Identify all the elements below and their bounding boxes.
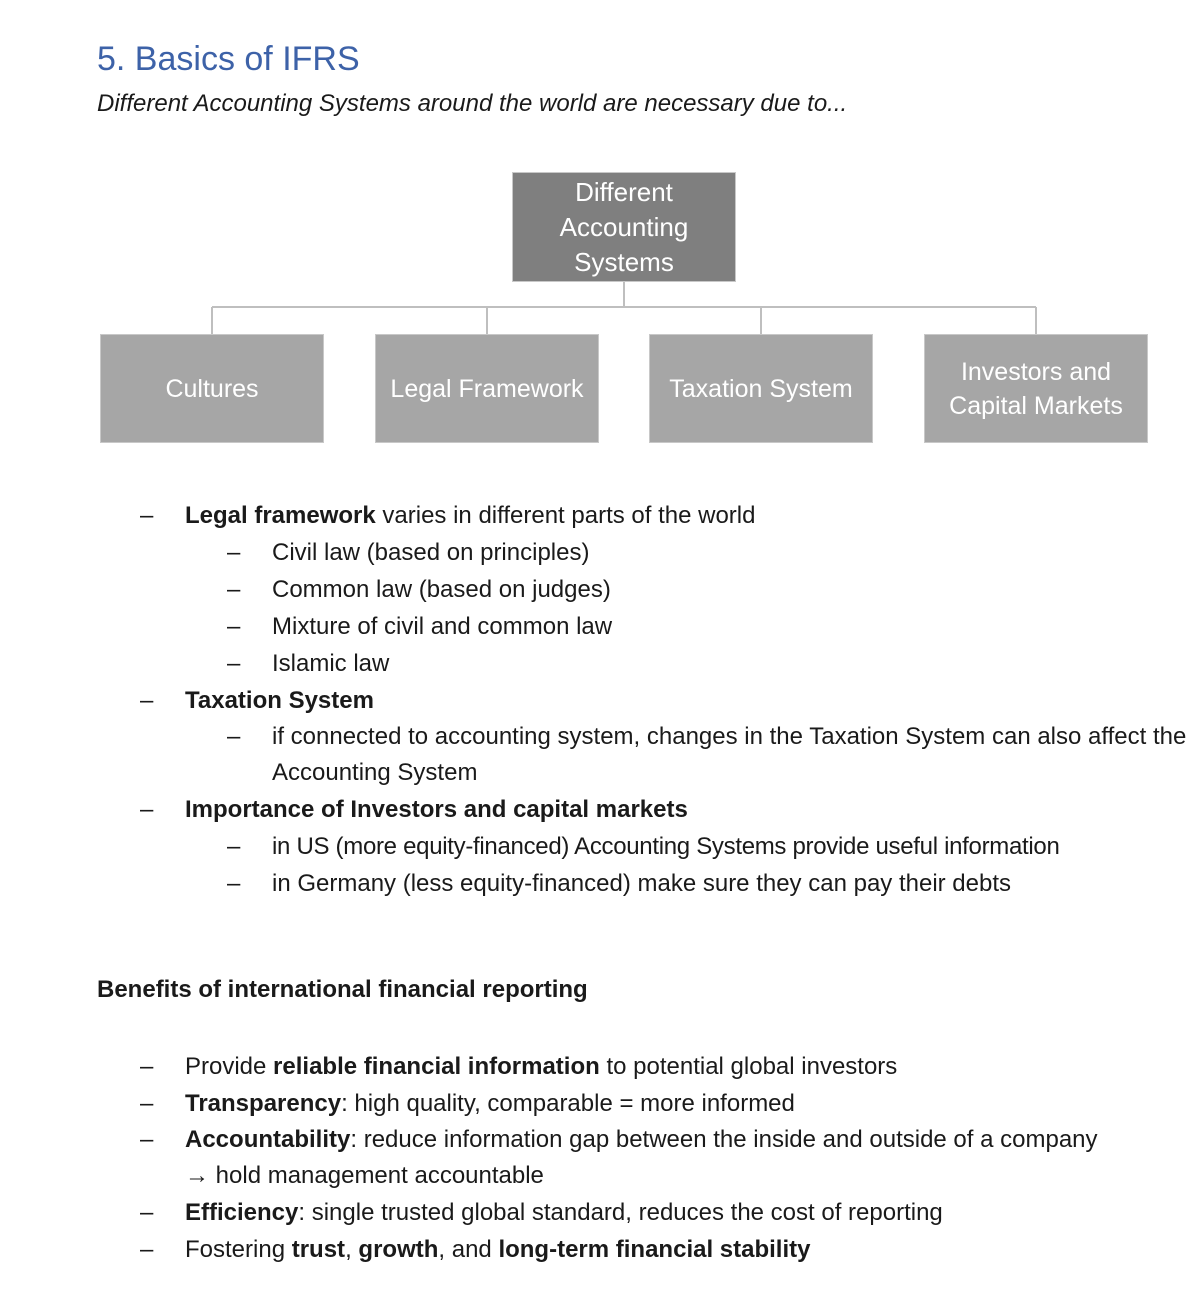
benefit-text: Provide bbox=[185, 1053, 274, 1080]
benefit-bold: reliable financial information bbox=[273, 1053, 600, 1080]
page-subtitle: Different Accounting Systems around the world are necessary due to... bbox=[97, 90, 848, 117]
benefit-text: , and bbox=[438, 1236, 499, 1263]
list-item bbox=[97, 497, 1197, 534]
taxation-sub-item: if connected to accounting system, changes in the Taxation System can also affect the Accounting System bbox=[272, 723, 1187, 786]
list-item bbox=[97, 1231, 1127, 1268]
dash-bullet: – bbox=[227, 723, 241, 750]
legal-sub-item: Mixture of civil and common law bbox=[272, 613, 613, 640]
dash-bullet: – bbox=[140, 796, 154, 823]
list-item bbox=[97, 828, 1197, 865]
legal-framework-bold: Legal framework bbox=[185, 502, 376, 529]
list-item bbox=[97, 791, 1197, 828]
factors-list bbox=[97, 497, 1197, 902]
investors-bold: Importance of Investors and capital markets bbox=[185, 796, 688, 823]
list-item bbox=[97, 534, 1197, 571]
dash-bullet: – bbox=[140, 1090, 154, 1117]
list-item bbox=[97, 1085, 1127, 1122]
benefit-text: , bbox=[345, 1236, 359, 1263]
diagram-node-legal-framework: Legal Framework bbox=[375, 334, 599, 443]
dash-bullet: – bbox=[140, 502, 154, 529]
benefit-text: : single trusted global standard, reduces the cost of reporting bbox=[298, 1199, 943, 1226]
benefit-bold: Accountability bbox=[185, 1126, 351, 1153]
benefit-text: : reduce information gap between the inside and outside of a company → hold management accountable bbox=[185, 1126, 1098, 1189]
taxation-system-bold: Taxation System bbox=[185, 687, 374, 714]
dash-bullet: – bbox=[227, 870, 241, 897]
diagram-node-investors-capital-markets: Investors and Capital Markets bbox=[924, 334, 1148, 443]
list-item bbox=[97, 719, 1192, 791]
page-title: 5. Basics of IFRS bbox=[97, 40, 360, 78]
benefit-bold: growth bbox=[358, 1236, 439, 1263]
list-item bbox=[97, 865, 1197, 902]
dash-bullet: – bbox=[140, 1053, 154, 1080]
diagram-root-node: Different Accounting Systems bbox=[512, 172, 736, 282]
dash-bullet: – bbox=[140, 1199, 154, 1226]
benefit-bold: long-term financial stability bbox=[498, 1236, 811, 1263]
benefit-text: to potential global investors bbox=[599, 1053, 898, 1080]
benefit-bold: trust bbox=[291, 1236, 346, 1263]
dash-bullet: – bbox=[140, 687, 154, 714]
list-item bbox=[97, 608, 1197, 645]
dash-bullet: – bbox=[227, 833, 241, 860]
accounting-systems-diagram bbox=[0, 0, 1200, 460]
list-item bbox=[97, 1194, 1127, 1231]
list-item bbox=[97, 682, 1197, 719]
list-item bbox=[97, 571, 1197, 608]
diagram-node-taxation-system: Taxation System bbox=[649, 334, 873, 443]
dash-bullet: – bbox=[227, 576, 241, 603]
benefit-text: : high quality, comparable = more informed bbox=[341, 1090, 795, 1117]
list-item bbox=[97, 645, 1197, 682]
legal-sub-item: Common law (based on judges) bbox=[272, 576, 611, 603]
legal-sub-item: Civil law (based on principles) bbox=[272, 539, 590, 566]
dash-bullet: – bbox=[140, 1126, 154, 1153]
diagram-node-cultures: Cultures bbox=[100, 334, 324, 443]
benefit-text: Fostering bbox=[185, 1236, 292, 1263]
dash-bullet: – bbox=[227, 650, 241, 677]
benefits-heading: Benefits of international financial reporting bbox=[97, 976, 588, 1003]
benefit-bold: Efficiency bbox=[185, 1199, 299, 1226]
investors-sub-item: in Germany (less equity-financed) make sure they can pay their debts bbox=[272, 870, 1012, 897]
list-item bbox=[97, 1122, 1105, 1194]
legal-framework-text: varies in different parts of the world bbox=[375, 502, 756, 529]
dash-bullet: – bbox=[227, 539, 241, 566]
dash-bullet: – bbox=[227, 613, 241, 640]
dash-bullet: – bbox=[140, 1236, 154, 1263]
benefits-list bbox=[97, 1048, 1127, 1268]
legal-sub-item: Islamic law bbox=[272, 650, 390, 677]
investors-sub-item: in US (more equity-financed) Accounting Systems provide useful information bbox=[272, 833, 1060, 860]
benefit-bold: Transparency bbox=[185, 1090, 342, 1117]
list-item bbox=[97, 1048, 1127, 1085]
